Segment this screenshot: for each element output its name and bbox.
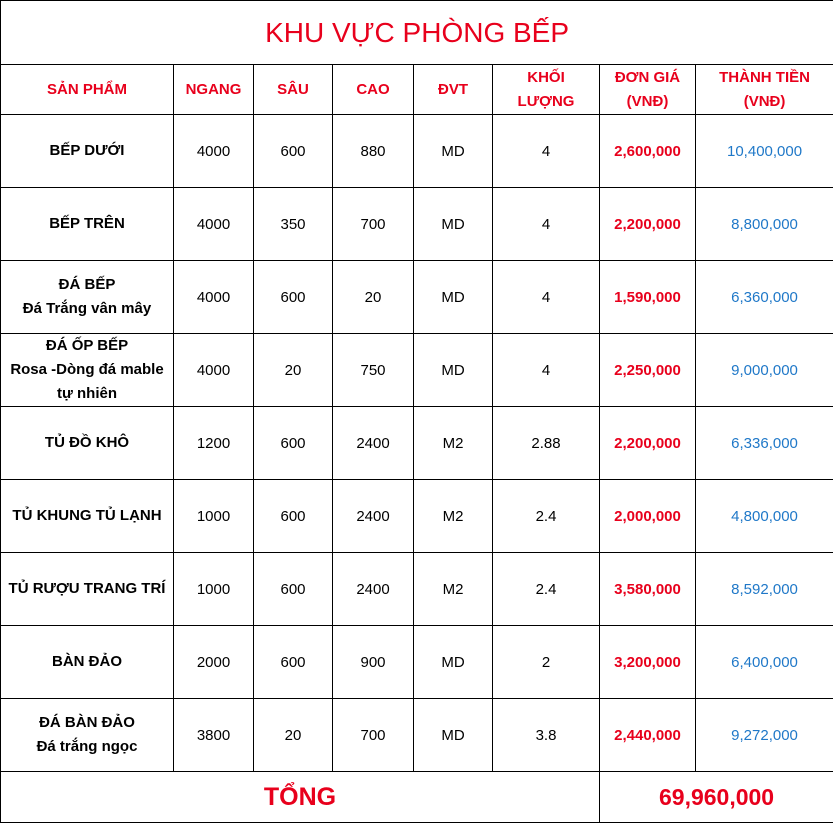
price-cell: 2,200,000 xyxy=(600,407,696,480)
width-cell: 4000 xyxy=(174,115,254,188)
quantity-cell: 2.4 xyxy=(493,480,600,553)
unit-cell: M2 xyxy=(414,480,493,553)
table-row xyxy=(1,261,833,334)
depth-cell: 600 xyxy=(254,261,333,334)
width-cell: 1000 xyxy=(174,480,254,553)
table-row xyxy=(1,334,833,407)
depth-cell: 600 xyxy=(254,407,333,480)
table-row xyxy=(1,188,833,261)
product-detail: Đá trắng ngọc xyxy=(5,735,169,759)
table-row xyxy=(1,480,833,553)
unit-cell: MD xyxy=(414,626,493,699)
header-price xyxy=(600,65,696,115)
price-cell: 2,000,000 xyxy=(600,480,696,553)
header-product: SẢN PHẨM xyxy=(1,65,174,115)
product-cell xyxy=(1,407,174,480)
quantity-cell: 2 xyxy=(493,626,600,699)
amount-cell: 9,000,000 xyxy=(696,334,833,407)
height-cell: 700 xyxy=(333,188,414,261)
height-cell: 20 xyxy=(333,261,414,334)
product-cell xyxy=(1,261,174,334)
product-cell xyxy=(1,480,174,553)
price-cell: 1,590,000 xyxy=(600,261,696,334)
price-cell: 2,600,000 xyxy=(600,115,696,188)
amount-cell: 6,336,000 xyxy=(696,407,833,480)
quantity-cell: 2.88 xyxy=(493,407,600,480)
header-row xyxy=(1,65,833,115)
amount-cell: 6,360,000 xyxy=(696,261,833,334)
depth-cell: 600 xyxy=(254,115,333,188)
header-price-line1: ĐƠN GIÁ xyxy=(604,66,691,90)
product-cell xyxy=(1,553,174,626)
header-quantity: KHỐI LƯỢNG xyxy=(493,65,600,115)
height-cell: 2400 xyxy=(333,480,414,553)
width-cell: 4000 xyxy=(174,261,254,334)
amount-cell: 8,592,000 xyxy=(696,553,833,626)
product-detail: Đá Trắng vân mây xyxy=(5,297,169,321)
amount-cell: 6,400,000 xyxy=(696,626,833,699)
table-row xyxy=(1,626,833,699)
quantity-cell: 4 xyxy=(493,261,600,334)
depth-cell: 600 xyxy=(254,626,333,699)
price-cell: 2,440,000 xyxy=(600,699,696,772)
product-cell xyxy=(1,115,174,188)
amount-cell: 8,800,000 xyxy=(696,188,833,261)
unit-cell: MD xyxy=(414,115,493,188)
unit-cell: MD xyxy=(414,699,493,772)
quantity-cell: 3.8 xyxy=(493,699,600,772)
total-label: TỔNG xyxy=(1,772,600,823)
product-name: ĐÁ BẾP xyxy=(5,273,169,297)
product-cell xyxy=(1,334,174,407)
header-amount-line1: THÀNH TIỀN xyxy=(700,66,829,90)
header-height: CAO xyxy=(333,65,414,115)
header-amount-line2: (VNĐ) xyxy=(700,90,829,114)
total-value: 69,960,000 xyxy=(600,772,833,823)
width-cell: 2000 xyxy=(174,626,254,699)
amount-cell: 10,400,000 xyxy=(696,115,833,188)
height-cell: 750 xyxy=(333,334,414,407)
product-name: TỦ KHUNG TỦ LẠNH xyxy=(5,504,169,528)
depth-cell: 20 xyxy=(254,334,333,407)
unit-cell: MD xyxy=(414,334,493,407)
product-detail: Rosa -Dòng đá mable tự nhiên xyxy=(5,358,169,406)
amount-cell: 4,800,000 xyxy=(696,480,833,553)
product-name: BÀN ĐẢO xyxy=(5,650,169,674)
unit-cell: MD xyxy=(414,188,493,261)
header-unit: ĐVT xyxy=(414,65,493,115)
price-cell: 3,200,000 xyxy=(600,626,696,699)
quantity-cell: 4 xyxy=(493,334,600,407)
header-depth: SÂU xyxy=(254,65,333,115)
price-cell: 3,580,000 xyxy=(600,553,696,626)
product-name: BẾP TRÊN xyxy=(5,212,169,236)
depth-cell: 350 xyxy=(254,188,333,261)
quantity-cell: 4 xyxy=(493,188,600,261)
width-cell: 3800 xyxy=(174,699,254,772)
table-row xyxy=(1,553,833,626)
header-amount xyxy=(696,65,833,115)
header-price-line2: (VNĐ) xyxy=(604,90,691,114)
product-name: ĐÁ ỐP BẾP xyxy=(5,334,169,358)
width-cell: 1200 xyxy=(174,407,254,480)
header-width: NGANG xyxy=(174,65,254,115)
unit-cell: MD xyxy=(414,261,493,334)
total-row xyxy=(1,772,833,823)
width-cell: 4000 xyxy=(174,334,254,407)
quantity-cell: 4 xyxy=(493,115,600,188)
height-cell: 900 xyxy=(333,626,414,699)
height-cell: 2400 xyxy=(333,553,414,626)
product-cell xyxy=(1,699,174,772)
unit-cell: M2 xyxy=(414,553,493,626)
table-row xyxy=(1,407,833,480)
price-cell: 2,250,000 xyxy=(600,334,696,407)
product-name: ĐÁ BÀN ĐẢO xyxy=(5,711,169,735)
height-cell: 880 xyxy=(333,115,414,188)
product-name: TỦ ĐỒ KHÔ xyxy=(5,431,169,455)
product-cell xyxy=(1,188,174,261)
depth-cell: 20 xyxy=(254,699,333,772)
product-name: TỦ RƯỢU TRANG TRÍ xyxy=(5,577,169,601)
width-cell: 1000 xyxy=(174,553,254,626)
quantity-cell: 2.4 xyxy=(493,553,600,626)
page-title: KHU VỰC PHÒNG BẾP xyxy=(1,1,833,65)
depth-cell: 600 xyxy=(254,480,333,553)
table-row xyxy=(1,115,833,188)
product-cell xyxy=(1,626,174,699)
title-row xyxy=(1,1,833,65)
table-row xyxy=(1,699,833,772)
height-cell: 700 xyxy=(333,699,414,772)
width-cell: 4000 xyxy=(174,188,254,261)
unit-cell: M2 xyxy=(414,407,493,480)
height-cell: 2400 xyxy=(333,407,414,480)
product-name: BẾP DƯỚI xyxy=(5,139,169,163)
amount-cell: 9,272,000 xyxy=(696,699,833,772)
price-cell: 2,200,000 xyxy=(600,188,696,261)
depth-cell: 600 xyxy=(254,553,333,626)
